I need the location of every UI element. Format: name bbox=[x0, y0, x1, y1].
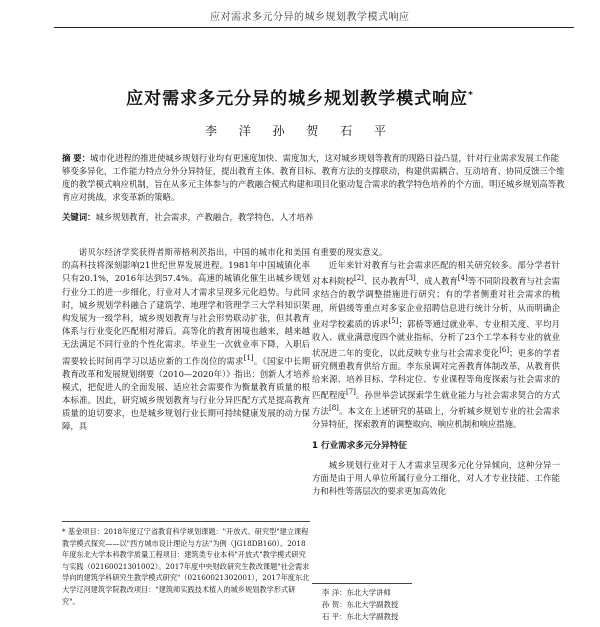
citation-ref: [5] bbox=[388, 316, 399, 325]
paragraph-text: ；更多的学者研究侧重教育供给方面。李东泉调对完善教育体制改革，从教育供给来源、培养目标、学科定位、专业课程等角度探索与社会需求的匹配程度 bbox=[312, 347, 561, 401]
citation-ref: [7] bbox=[346, 388, 356, 397]
title-footnote-mark: * bbox=[468, 90, 474, 101]
running-header-title: 应对需求多元分异的城乡规划教学模式响应 bbox=[210, 12, 410, 23]
citation-ref: [1] bbox=[243, 353, 254, 362]
author-affiliations bbox=[322, 587, 562, 623]
article-title bbox=[0, 84, 600, 109]
body-column-left bbox=[62, 246, 310, 434]
body-column-right bbox=[312, 246, 560, 498]
citation-ref: [2] bbox=[353, 274, 364, 283]
citation-ref: [3] bbox=[405, 274, 416, 283]
header-divider bbox=[54, 27, 574, 28]
author-affiliation-line: 李 洋：东北大学讲师 bbox=[322, 588, 391, 597]
author-affiliation-line: 石 平：东北大学副教授 bbox=[322, 612, 399, 621]
paragraph-text: 。《国家中长期教育改革和发展规划纲要（2010—2020年）》指出：创新人才培养模式，把促进人的全面发展、适应社会需要作为衡量教育质量的根本标准。因此，研究城乡规划教育与行业分异匹配方式是提高教育质量的迫切要求，也是城乡规划行业长期可持续健康发展的动力保障，具 bbox=[62, 355, 310, 432]
paragraph-text: 、成人教育 bbox=[415, 276, 458, 287]
body-paragraph bbox=[62, 246, 310, 434]
funding-footnote: * 基金项目：2018年度辽宁省教育科学规划课题："开放式、研究型"建立课程教学模式探究——以"西方城市设计理论与方法"为例（JG18DB160）。2018年度东北大学本科教学质量工程项目：建筑类专业本科"开放式"教学模式研究与实践（02160021301002）。2017年度中央财政研究生教改课题"社会需求导向的建筑学科研究生教学模式研究"（02160021302001），2017年度东北大学辽河建筑学院教改项目："建筑师实践技术植入的城乡规划教学形式研究"。 bbox=[62, 527, 310, 606]
body-paragraph: 城乡规划行业对于人才需求呈现多元化分异倾向，这种分异一方面是由于用人单位所属行业分工细化，对人才专业技能、工作能力和科性等落层次的要求更加高效化 bbox=[312, 459, 560, 497]
abstract-label: 摘 要： bbox=[62, 153, 91, 163]
abstract-text: 城市化进程的推进使城乡规划行业均有更速度加快、需度加大，这对城乡规划等教育的现路日益凸显，针对行业需求发展工作能够变多异化，工作能力特点分外分异特征，提出教育主体、教育目标、教育方法的支撑联动，构建供需耦合、互动培育、协同反馈三个维度的教学模式响应机制，旨在从多元主体参与的产教融合模式构建和项目化驱动复合需求的教学特色培养的个方面，明还城乡规划高等教育应对挑战，求变革新的策略。 bbox=[62, 153, 565, 202]
citation-ref: [8] bbox=[329, 404, 339, 413]
paragraph-text: ；郭桥等通过就业率、专业相关度、平均月收入、就业满意度四个就业指标，分析了23个工学本科专业的就业状况进二年的变化，以此反映专业与社会需求变化 bbox=[312, 318, 561, 358]
keywords bbox=[62, 211, 567, 224]
body-paragraph bbox=[312, 259, 560, 431]
author-affiliation-line: 孙 贺：东北大学副教授 bbox=[322, 600, 399, 609]
abstract bbox=[62, 152, 567, 204]
section-heading: 1 行业需求多元分异特征 bbox=[312, 440, 407, 451]
paragraph-text: 等不同阶段教育与社会需求结合的教学调整措施进行研究；有的学者侧重对社会需求的梳理，所倡缓等重点对多家企业招聘信息进行统计分析，从而明确企业对学校素质的诉求 bbox=[312, 276, 561, 329]
body-paragraph: 有重要的现实意义。 bbox=[312, 247, 388, 257]
paragraph-text: 近年来针对教育与社会需求匹配的相关研究较多。部分学者针对本科院校 bbox=[312, 260, 560, 287]
citation-ref: [6] bbox=[499, 346, 510, 355]
paragraph-text: 、民办教育 bbox=[363, 276, 406, 287]
citation-ref: [4] bbox=[457, 274, 468, 283]
author-info-divider bbox=[312, 583, 412, 584]
article-title-text: 应对需求多元分异的城乡规划教学模式响应 bbox=[126, 89, 469, 109]
paragraph-text: 。本文在上述研究的基础上，分析城乡规划专业的社会需求分异特征，探索教育的调整取向、响应机制和响应措施。 bbox=[312, 406, 561, 430]
keywords-label: 关键词： bbox=[62, 212, 96, 222]
footnote-divider bbox=[62, 521, 310, 522]
paragraph-text: 诺贝尔经济学奖获得者斯蒂格利茨指出，中国的城市化和美国的高科技将深刻影响21世纪世界发展进程。1981年中国城镇化率只有20.1%，2016年达到57.4%。高速的城镇化催生出城乡规划行业分工的进一步细化，行业对人才需求呈现多元化趋势。与此同时，城乡规划学科融合了建筑学、地理学和管理学三大学科知识架构发展为一级学科，城乡规划教育与社会形势联动扩张，但其教育体系与行业变化匹配相对滞后。高等化的教育困境也越来，越来越无法满足不同行业的个性化需求。毕业生一次就业率下降，入职后需要较长时间再学习以适应新的工作岗位的需求 bbox=[62, 247, 310, 366]
running-header bbox=[0, 0, 600, 40]
author-names: 李 洋 孙 贺 石 平 bbox=[204, 124, 396, 138]
keywords-text: 城乡规划教育，社会需求，产教融合，教学特色，人才培养 bbox=[95, 212, 314, 222]
paragraph-text: 。孙世举尝试探索学生就业能力与社会需求契合的方式方法 bbox=[312, 390, 561, 417]
